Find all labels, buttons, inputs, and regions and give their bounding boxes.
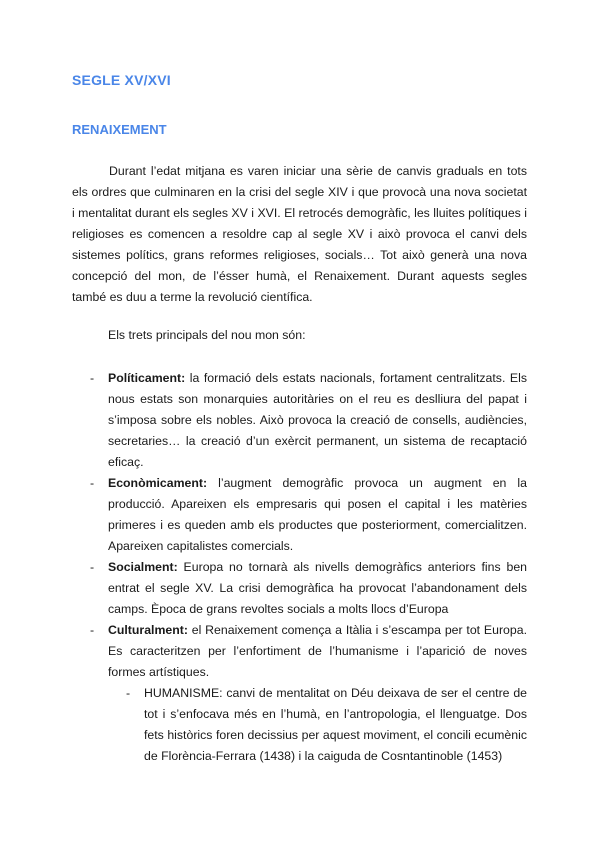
item-term: Socialment: — [108, 560, 178, 574]
page-title: SEGLE XV/XVI — [72, 72, 171, 88]
bullet-dash: - — [90, 371, 95, 385]
section-heading: RENAIXEMENT — [72, 122, 167, 137]
bullet-dash: - — [90, 476, 95, 490]
intro-paragraph: Durant l’edat mitjana es varen iniciar una sèrie de canvis graduals en tots els ordres que culminaren en la crisi del segle XIV i que provocà una nova societat i mentalitat durant els segles XV i XVI. El retrocés demogràfic, les lluites polítiques i religioses es comencen a resoldre cap al segle XV i això provoca el canvi dels sistemes polítics, grans reformes religioses, socials… Tot això generà una nova concepció del mon, de l’ésser humà, el Renaixement. Durant aquests segles també es duu a terme la revolució científica. — [72, 164, 527, 304]
item-text: l’augment demogràfic provoca un augment en la producció. Apareixen els empresaris qui posen el capital i les matèries primeres i es queden amb els productes que posteriorment, comercialitzen. Apareixen capitalistes comercials. — [108, 476, 527, 553]
subitem-text: HUMANISME: canvi de mentalitat on Déu deixava de ser el centre de tot i s’enfocava més en l’humà, en l’antropologia, el llenguatge. Dos fets històrics foren decissius per aquest moviment, el concili ecumènic de Florència-Ferrara (1438) i la caiguda de Cosntantinoble (1453) — [144, 686, 527, 763]
item-text: Europa no tornarà als nivells demogràfics anteriors fins ben entrat el segle XV. La crisi demogràfica ha provocat l’abandonament dels camps. Època de grans revoltes socials a molts llocs d’Europa — [108, 560, 527, 616]
item-term: Políticament: — [108, 371, 186, 385]
main-traits-list — [72, 368, 527, 767]
bullet-dash: - — [126, 686, 131, 700]
item-term: Culturalment: — [108, 623, 188, 637]
item-text: la formació dels estats nacionals, fortament centralitzats. Els nous estats son monarquies autoritàries on el reu es deslliura del papat i s’imposa sobre els nobles. Això provoca la creació de consells, audiències, secretaries… la creació d’un exèrcit permanent, un sistema de recaptació eficaç. — [108, 371, 527, 469]
bullet-dash: - — [90, 560, 95, 574]
list-item-society — [72, 557, 527, 620]
bullet-dash: - — [90, 623, 95, 637]
list-item-politics — [72, 368, 527, 473]
list-item-economy — [72, 473, 527, 557]
sublist-item-humanism — [108, 683, 527, 767]
culture-sublist — [108, 683, 527, 767]
item-term: Econòmicament: — [108, 476, 208, 490]
item-text: el Renaixement comença a Itàlia i s’escampa per tot Europa. Es caracteritzen per l’enfortiment de l’humanisme i l’aparició de noves formes artístiques. — [108, 623, 527, 679]
list-item-culture — [72, 620, 527, 767]
list-lead-text: Els trets principals del nou mon són: — [108, 328, 306, 342]
